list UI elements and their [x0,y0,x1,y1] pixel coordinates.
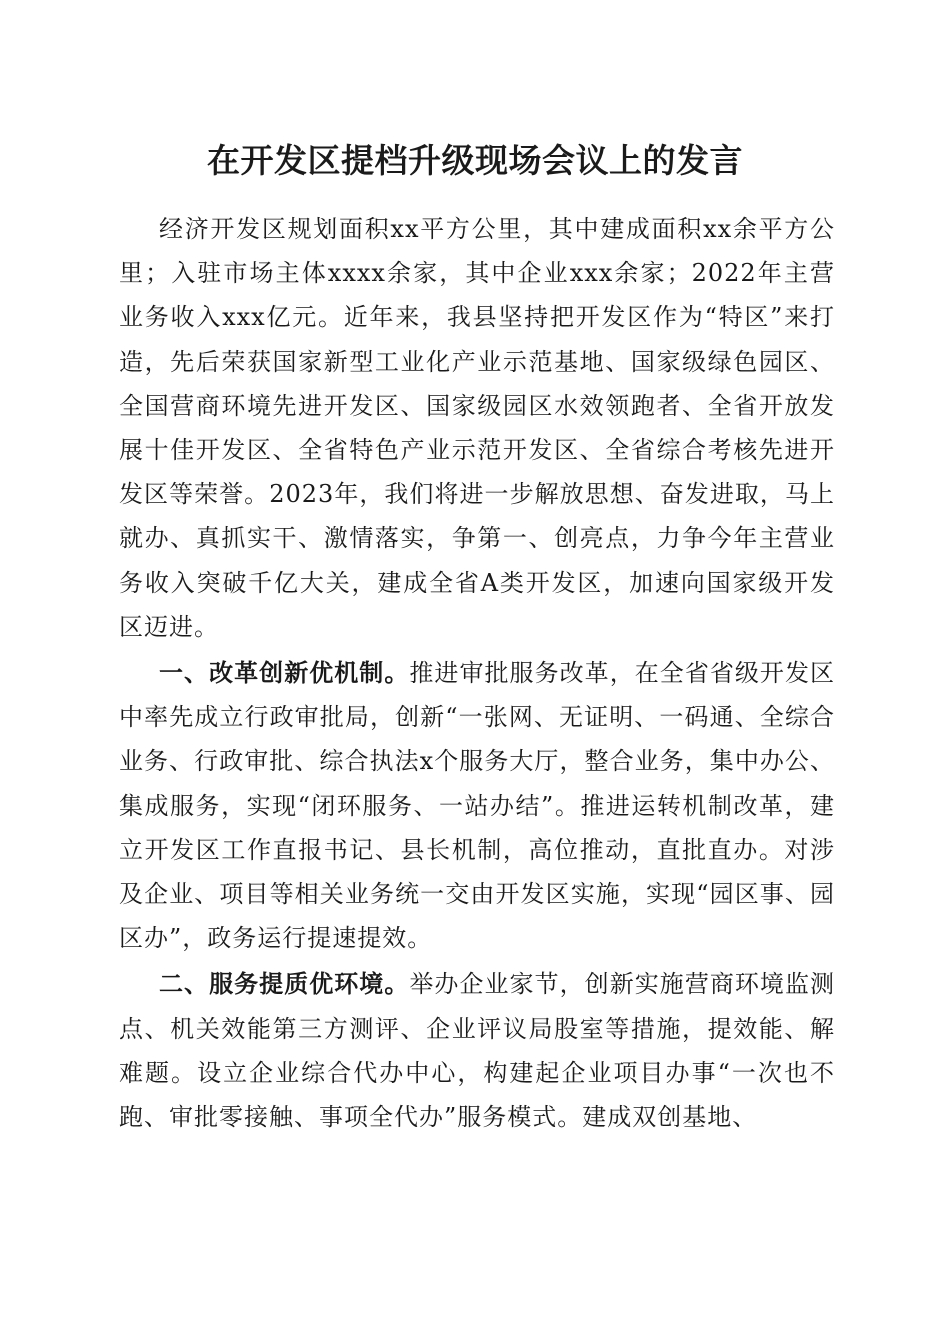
section-paragraph-1 [119,651,835,960]
section-heading-1: 一、改革创新优机制。 [159,659,410,688]
document-title: 在开发区提档升级现场会议上的发言 [207,141,743,180]
intro-paragraph: 经济开发区规划面积xx平方公里，其中建成面积xx余平方公里；入驻市场主体xxxx余家，其中企业xxx余家；2022年主营业务收入xxx亿元。近年来，我县坚持把开发区作为“特区”来打造，先后荣获国家新型工业化产业示范基地、国家级绿色园区、全国营商环境先进开发区、国家级园区水效领跑者、全省开放发展十佳开发区、全省特色产业示范开发区、全省综合考核先进开发区等荣誉。2023年，我们将进一步解放思想、奋发进取，马上就办、真抓实干、激情落实，争第一、创亮点，力争今年主营业务收入突破千亿大关，建成全省A类开发区，加速向国家级开发区迈进。 [119,215,835,641]
section-heading-2: 二、服务提质优环境。 [159,970,410,999]
section-text-1: 推进审批服务改革，在全省省级开发区中率先成立行政审批局，创新“一张网、无证明、一码通、全综合业务、行政审批、综合执法x个服务大厅，整合业务，集中办公、集成服务，实现“闭环服务、一站办结”。推进运转机制改革，建立开发区工作直报书记、县长机制，高位推动，直批直办。对涉及企业、项目等相关业务统一交由开发区实施，实现“园区事、园区办”，政务运行提速提效。 [119,659,836,953]
document-body [119,207,835,1141]
section-paragraph-2 [119,962,835,1139]
section-text-2: 举办企业家节，创新实施营商环境监测点、机关效能第三方测评、企业评议局股室等措施，提效能、解难题。设立企业综合代办中心，构建起企业项目办事“一次也不跑、审批零接触、事项全代办”服务模式。建成双创基地、 [119,970,836,1132]
